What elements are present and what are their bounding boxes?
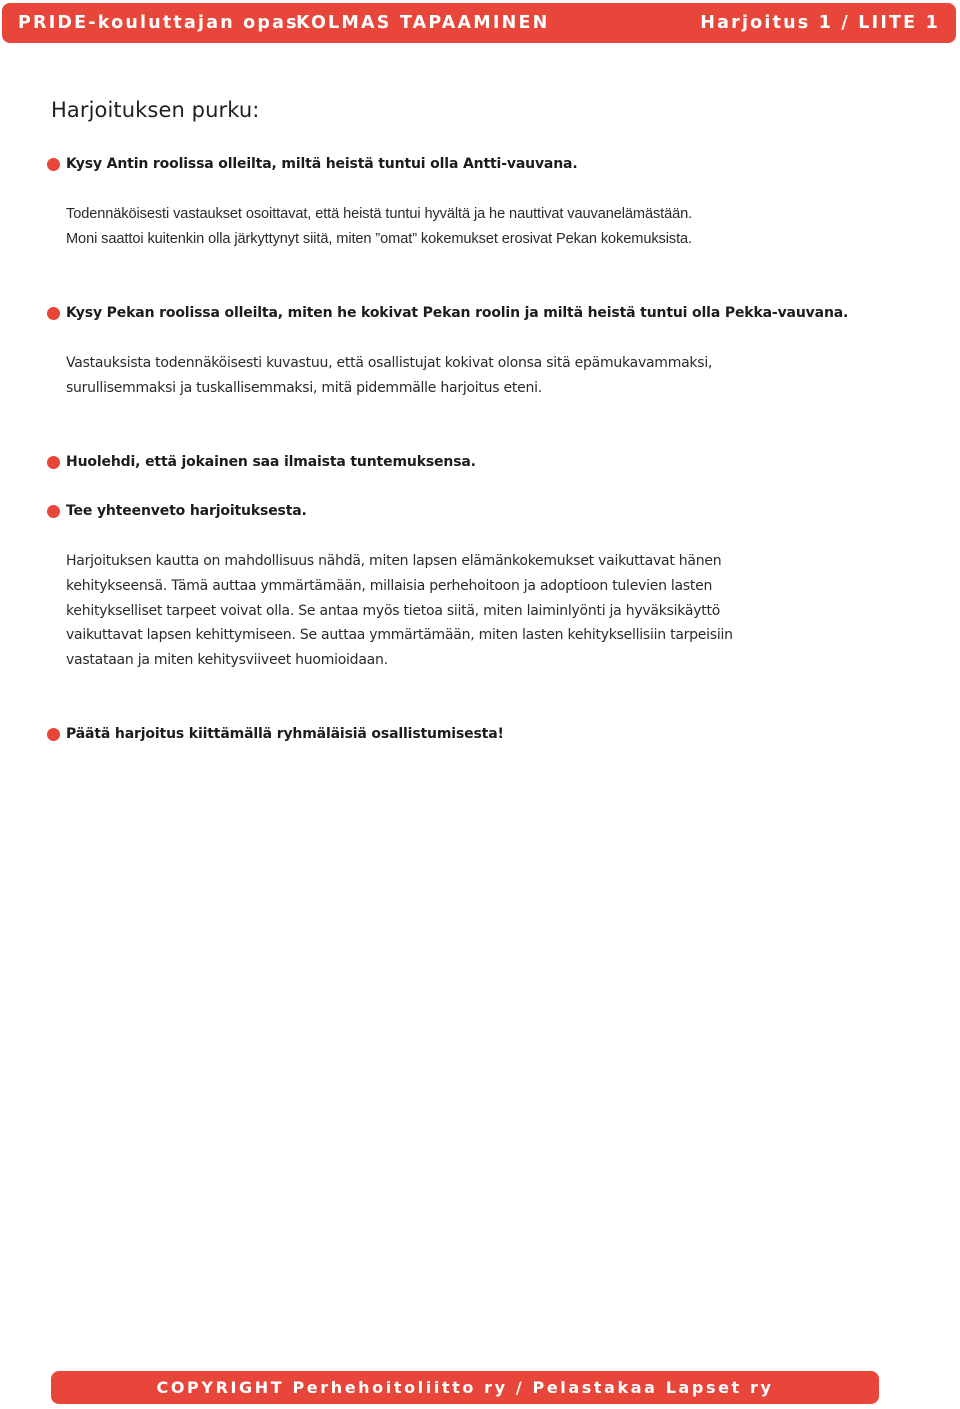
paragraph-line: kehitykselliset tarpeet voivat olla. Se antaa myös tietoa siitä, miten laiminlyönti ja hyväksikäyttö — [66, 602, 721, 619]
page-title: Harjoituksen purku: — [51, 98, 260, 122]
paragraph-line: kehitykseensä. Tämä auttaa ymmärtämään, millaisia perhehoitoon ja adoptioon tulevien lasten — [66, 577, 713, 594]
header-exercise-label: Harjoitus 1 / LIITE 1 — [700, 13, 940, 33]
bullet-text: Tee yhteenveto harjoituksesta. — [66, 503, 307, 519]
paragraph-line: Moni saattoi kuitenkin olla järkyttynyt siitä, miten ”omat” kokemukset erosivat Pekan kokemuksista. — [66, 230, 692, 247]
paragraph-line: Todennäköisesti vastaukset osoittavat, että heistä tuntui hyvältä ja he nauttivat vauvanelämästään. — [66, 206, 693, 222]
paragraph-3 — [66, 549, 733, 673]
bullet-item-5 — [47, 726, 504, 742]
bullet-dot-icon — [47, 728, 60, 741]
bullet-item-4 — [47, 503, 307, 519]
paragraph-line: Vastauksista todennäköisesti kuvastuu, että osallistujat kokivat olonsa sitä epämukavammaksi, — [66, 355, 713, 371]
header-session-title: KOLMAS TAPAAMINEN — [296, 13, 550, 33]
paragraph-1 — [66, 202, 692, 252]
paragraph-line: vaikuttavat lapsen kehittymiseen. Se auttaa ymmärtämään, miten lasten kehityksellisiin tarpeisiin — [66, 627, 733, 644]
footer-copyright: COPYRIGHT Perhehoitoliitto ry / Pelastakaa Lapset ry — [156, 1378, 774, 1397]
paragraph-line: Harjoituksen kautta on mahdollisuus nähdä, miten lapsen elämänkokemukset vaikuttavat hänen — [66, 553, 722, 569]
paragraph-line: surullisemmaksi ja tuskallisemmaksi, mitä pidemmälle harjoitus eteni. — [66, 379, 542, 396]
header-guide-title: PRIDE-kouluttajan opas — [18, 13, 299, 33]
paragraph-line: vastataan ja miten kehitysviiveet huomioidaan. — [66, 652, 388, 669]
bullet-text: Kysy Antin roolissa olleilta, miltä heistä tuntui olla Antti-vauvana. — [66, 156, 578, 172]
bullet-dot-icon — [47, 158, 60, 171]
bullet-dot-icon — [47, 456, 60, 469]
bullet-text: Kysy Pekan roolissa olleilta, miten he kokivat Pekan roolin ja miltä heistä tuntui olla Pekka-vauvana. — [66, 305, 849, 321]
bullet-item-3 — [47, 454, 476, 470]
bullet-dot-icon — [47, 505, 60, 518]
paragraph-2 — [66, 351, 712, 401]
bullet-dot-icon — [47, 307, 60, 320]
bullet-text: Huolehdi, että jokainen saa ilmaista tuntemuksensa. — [66, 454, 476, 470]
bullet-item-1 — [47, 156, 578, 172]
bullet-item-2 — [47, 305, 848, 321]
footer-bar — [51, 1371, 879, 1404]
header-bar — [2, 3, 956, 43]
bullet-text: Päätä harjoitus kiittämällä ryhmäläisiä osallistumisesta! — [66, 726, 504, 742]
